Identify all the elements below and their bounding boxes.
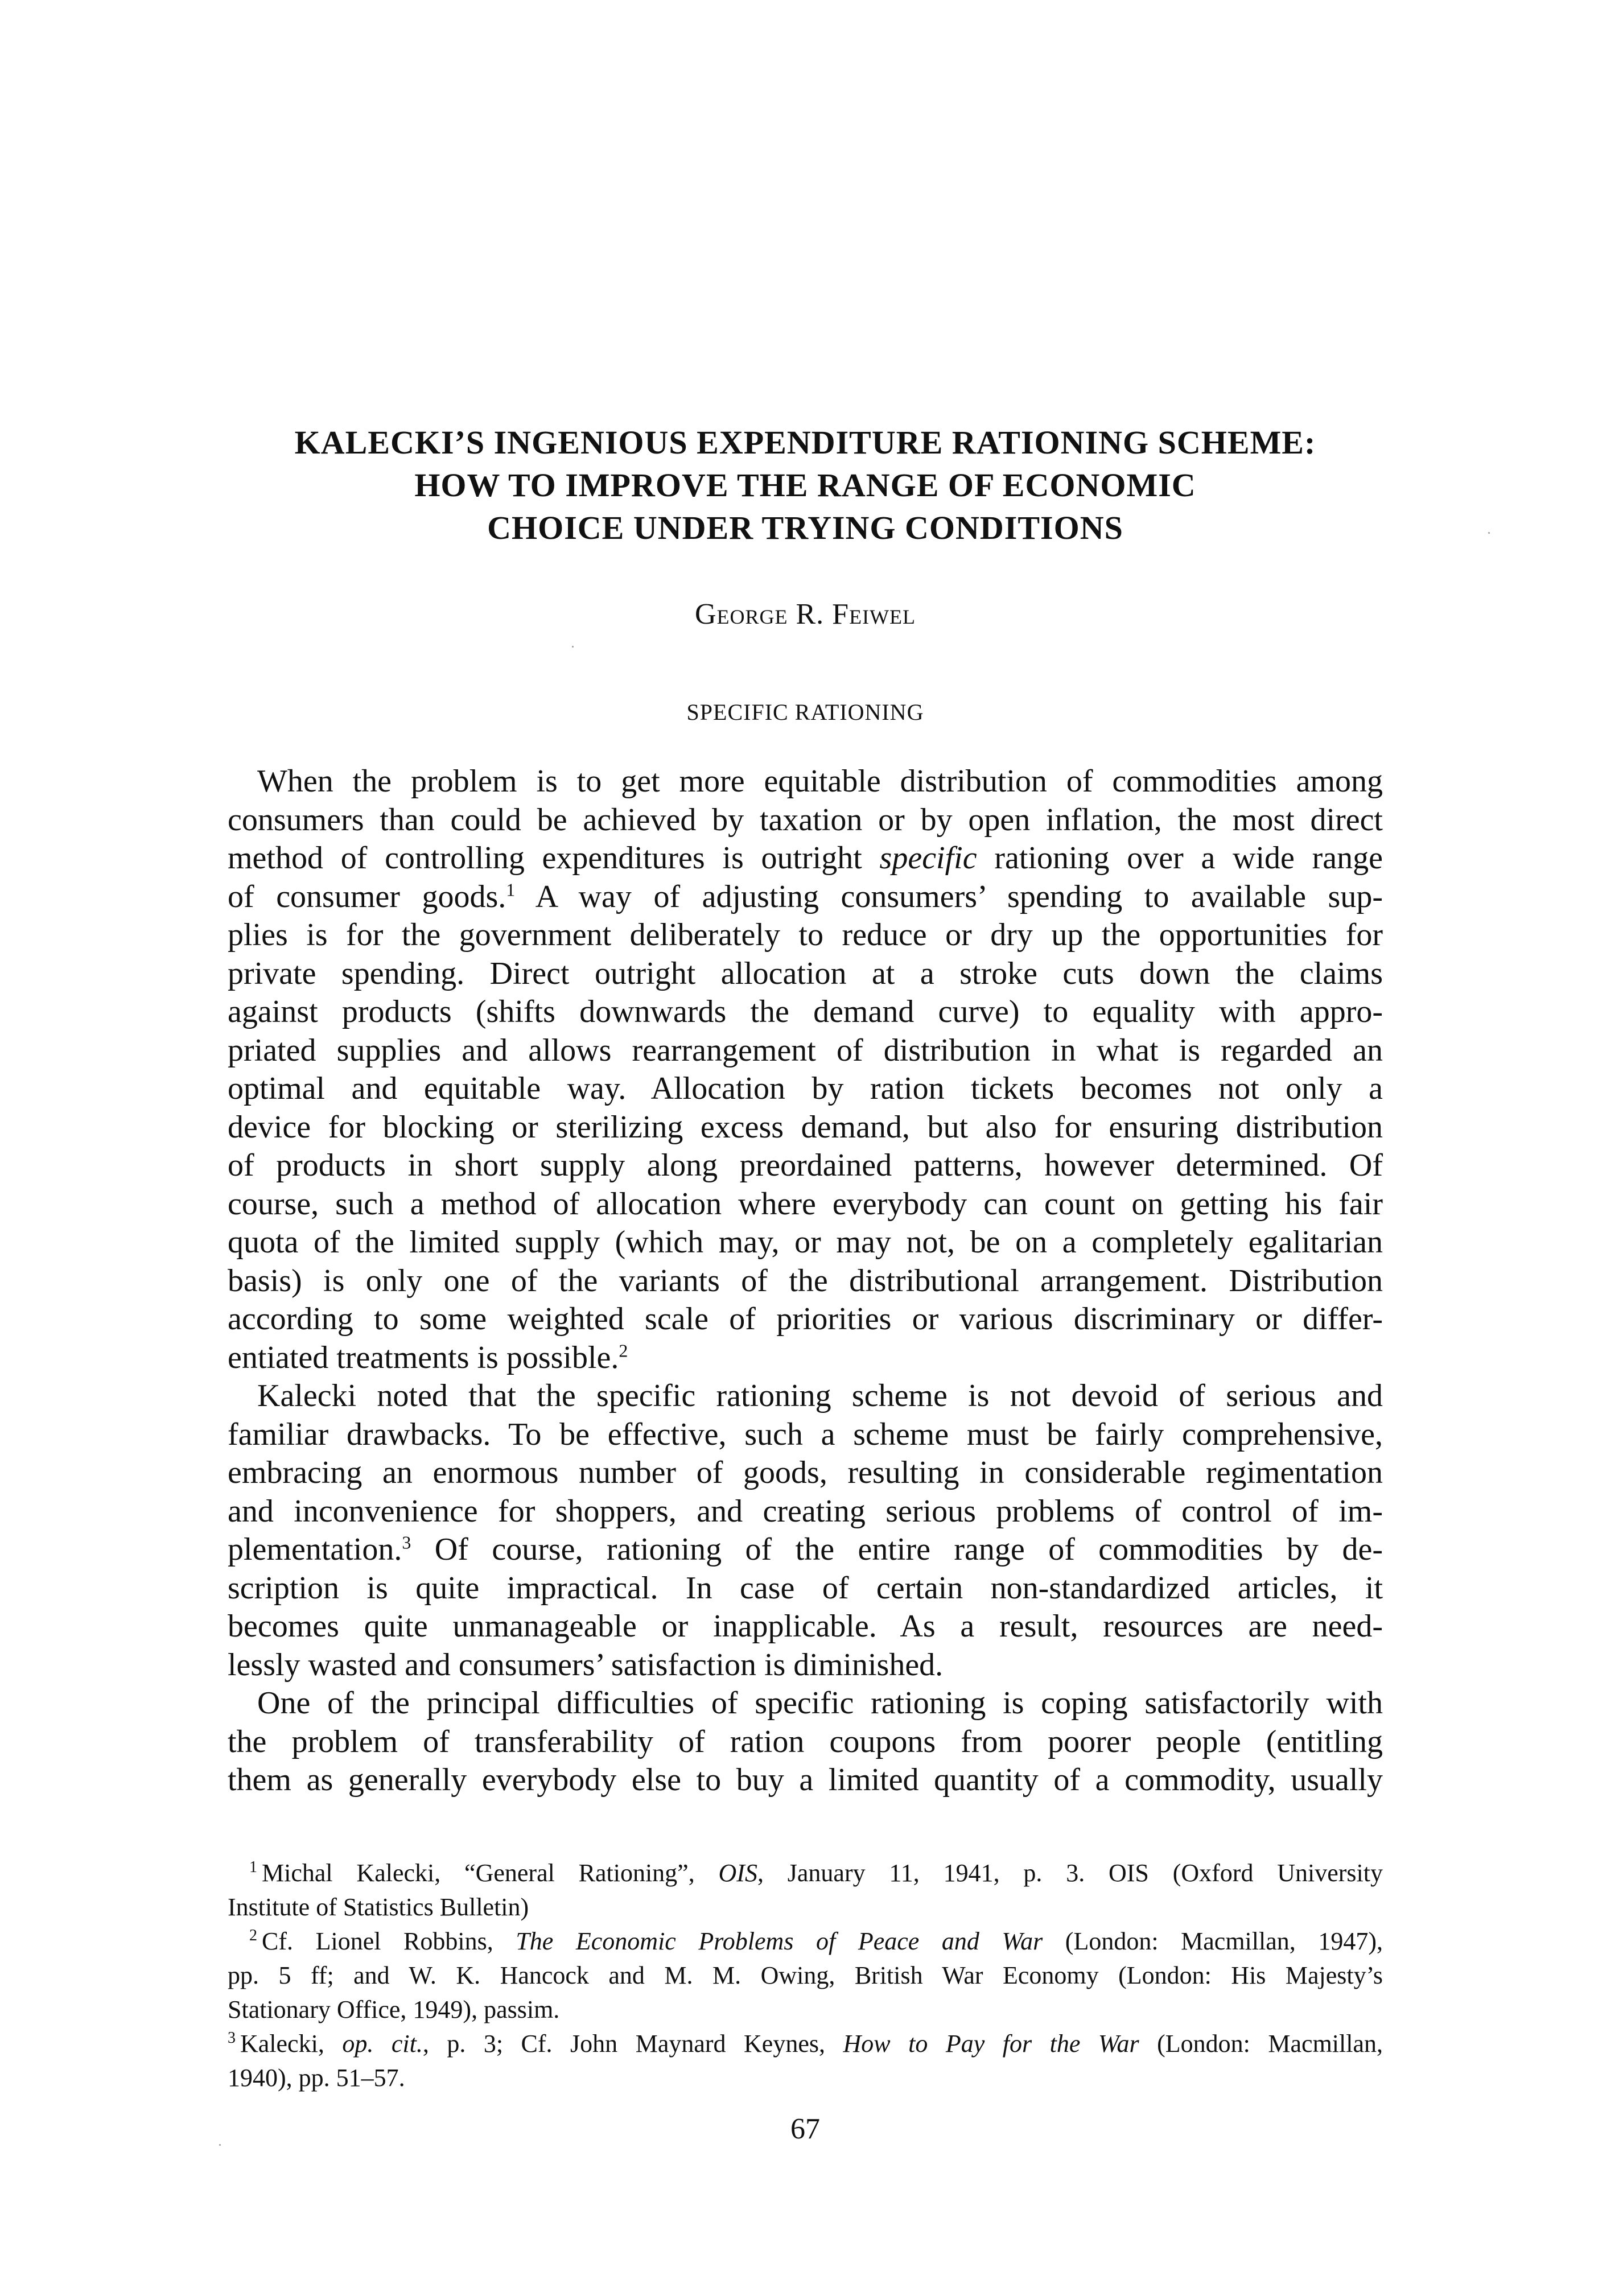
text-run: (London: Macmillan, bbox=[1139, 2030, 1383, 2058]
text-line bbox=[228, 1531, 1383, 1569]
text-run: Michal Kalecki, “General Rationing”, bbox=[262, 1859, 719, 1887]
text-run: the problem of transferability of ration coupons from poorer people (entitling bbox=[228, 1724, 1383, 1759]
text-line bbox=[228, 1377, 1383, 1416]
text-line bbox=[228, 1761, 1383, 1800]
scan-speck bbox=[572, 646, 574, 648]
paragraph bbox=[228, 1377, 1383, 1684]
text-run: Stationary Office, 1949), passim. bbox=[228, 1996, 560, 2023]
text-line bbox=[228, 839, 1383, 878]
text-run: them as generally everybody else to buy a limited quantity of a commodity, usually bbox=[228, 1762, 1383, 1798]
scan-speck bbox=[219, 2144, 221, 2146]
text-line bbox=[228, 993, 1383, 1032]
section-heading: SPECIFIC RATIONING bbox=[686, 699, 924, 725]
text-run: priated supplies and allows rearrangement of distribution in what is regarded an bbox=[228, 1032, 1383, 1068]
page-number: 67 bbox=[790, 2113, 820, 2145]
text-run: becomes quite unmanageable or inapplicable. As a result, resources are need- bbox=[228, 1609, 1383, 1644]
text-run: Of course, rationing of the entire range of commodities by de- bbox=[411, 1532, 1383, 1567]
footnote-number: 1 bbox=[249, 1858, 257, 1877]
footnote-line bbox=[228, 1993, 1383, 2027]
footnote bbox=[228, 1924, 1383, 2027]
footnote-reference: 3 bbox=[402, 1532, 411, 1553]
text-line bbox=[228, 1185, 1383, 1224]
footnote bbox=[228, 1856, 1383, 1924]
text-line bbox=[228, 878, 1383, 917]
text-run: course, such a method of allocation where everybody can count on getting his fair bbox=[228, 1186, 1383, 1222]
footnote-reference: 1 bbox=[506, 879, 516, 900]
text-line bbox=[228, 1646, 1383, 1685]
text-run: , January 11, 1941, p. 3. OIS (Oxford University bbox=[757, 1859, 1383, 1887]
text-run: familiar drawbacks. To be effective, such a scheme must be fairly comprehensive, bbox=[228, 1416, 1383, 1452]
title-line: CHOICE UNDER TRYING CONDITIONS bbox=[487, 509, 1123, 546]
footnote-line bbox=[228, 2027, 1383, 2061]
footnote-line bbox=[228, 1856, 1383, 1890]
footnote-line bbox=[228, 2061, 1383, 2095]
text-run: When the problem is to get more equitable distribution of commodities among bbox=[257, 764, 1383, 799]
text-run: against products (shifts downwards the demand curve) to equality with appro- bbox=[228, 994, 1383, 1029]
text-line bbox=[228, 1032, 1383, 1070]
text-line bbox=[228, 916, 1383, 955]
italic-text: specific bbox=[879, 840, 977, 876]
text-run: entiated treatments is possible. bbox=[228, 1339, 619, 1375]
text-run: scription is quite impractical. In case of certain non-standardized articles, it bbox=[228, 1570, 1383, 1606]
text-run: embracing an enormous number of goods, resulting in considerable regimentation bbox=[228, 1455, 1383, 1490]
text-line bbox=[228, 1569, 1383, 1608]
footnote-reference: 2 bbox=[619, 1339, 628, 1361]
author-name: George R. Feiwel bbox=[694, 598, 916, 630]
footnote-line bbox=[228, 1959, 1383, 1993]
text-run: , p. 3; Cf. John Maynard Keynes, bbox=[422, 2030, 843, 2058]
text-run: Institute of Statistics Bulletin) bbox=[228, 1893, 529, 1921]
title-line: KALECKI’S INGENIOUS EXPENDITURE RATIONING SCHEME: bbox=[294, 424, 1316, 461]
footnotes bbox=[228, 1856, 1383, 2095]
body-text bbox=[228, 762, 1383, 1800]
footnote-line bbox=[228, 1924, 1383, 1959]
paragraph bbox=[228, 1684, 1383, 1800]
footnote-line bbox=[228, 1890, 1383, 1924]
text-line bbox=[228, 1262, 1383, 1301]
text-line bbox=[228, 1223, 1383, 1262]
footnote bbox=[228, 2027, 1383, 2095]
text-line bbox=[228, 1070, 1383, 1108]
text-run: Cf. Lionel Robbins, bbox=[262, 1927, 516, 1955]
text-line bbox=[228, 1416, 1383, 1454]
text-line bbox=[228, 1684, 1383, 1723]
text-line bbox=[228, 1454, 1383, 1493]
text-line bbox=[228, 1339, 1383, 1378]
italic-text: op. cit. bbox=[342, 2030, 423, 2058]
footnote-number: 2 bbox=[249, 1927, 257, 1945]
article-title bbox=[228, 421, 1383, 549]
text-run: rationing over a wide range bbox=[977, 840, 1383, 876]
text-run: consumers than could be achieved by taxation or by open inflation, the most direct bbox=[228, 802, 1383, 838]
text-run: private spending. Direct outright allocation at a stroke cuts down the claims bbox=[228, 955, 1383, 991]
text-run: (London: Macmillan, 1947), bbox=[1043, 1927, 1383, 1955]
text-run: of products in short supply along preordained patterns, however determined. Of bbox=[228, 1148, 1383, 1183]
paragraph bbox=[228, 762, 1383, 1377]
text-line bbox=[228, 1147, 1383, 1185]
text-run: Kalecki noted that the specific rationing scheme is not devoid of serious and bbox=[257, 1378, 1383, 1413]
text-run: plementation. bbox=[228, 1532, 402, 1567]
text-line bbox=[228, 762, 1383, 801]
text-run: according to some weighted scale of priorities or various discriminary or differ- bbox=[228, 1301, 1383, 1337]
footnote-number: 3 bbox=[228, 2029, 236, 2047]
text-run: plies is for the government deliberately to reduce or dry up the opportunities for bbox=[228, 917, 1383, 953]
text-run: Kalecki, bbox=[240, 2030, 343, 2058]
text-line bbox=[228, 1723, 1383, 1762]
text-run: device for blocking or sterilizing excess demand, but also for ensuring distribution bbox=[228, 1109, 1383, 1145]
text-run: pp. 5 ff; and W. K. Hancock and M. M. Owing, British War Economy (London: His Majesty’s bbox=[228, 1961, 1383, 1989]
text-line bbox=[228, 1300, 1383, 1339]
text-run: basis) is only one of the variants of the distributional arrangement. Distribution bbox=[228, 1263, 1383, 1299]
text-run: of consumer goods. bbox=[228, 879, 506, 914]
text-line bbox=[228, 1493, 1383, 1531]
text-run: 1940), pp. 51–57. bbox=[228, 2064, 405, 2092]
scan-speck bbox=[1488, 532, 1490, 534]
text-run: A way of adjusting consumers’ spending to available sup- bbox=[515, 879, 1383, 914]
title-line: HOW TO IMPROVE THE RANGE OF ECONOMIC bbox=[414, 467, 1196, 504]
text-run: and inconvenience for shoppers, and creating serious problems of control of im- bbox=[228, 1493, 1383, 1529]
italic-text: OIS bbox=[718, 1859, 757, 1887]
text-run: method of controlling expenditures is outright bbox=[228, 840, 880, 876]
italic-text: How to Pay for the War bbox=[843, 2030, 1139, 2058]
text-line bbox=[228, 955, 1383, 994]
italic-text: The Economic Problems of Peace and War bbox=[516, 1927, 1043, 1955]
text-run: quota of the limited supply (which may, or may not, be on a completely egalitarian bbox=[228, 1225, 1383, 1260]
text-run: optimal and equitable way. Allocation by ration tickets becomes not only a bbox=[228, 1071, 1383, 1106]
text-line bbox=[228, 801, 1383, 840]
text-run: One of the principal difficulties of specific rationing is coping satisfactorily with bbox=[257, 1685, 1383, 1721]
text-line bbox=[228, 1108, 1383, 1147]
text-run: lessly wasted and consumers’ satisfaction is diminished. bbox=[228, 1647, 944, 1683]
text-line bbox=[228, 1607, 1383, 1646]
